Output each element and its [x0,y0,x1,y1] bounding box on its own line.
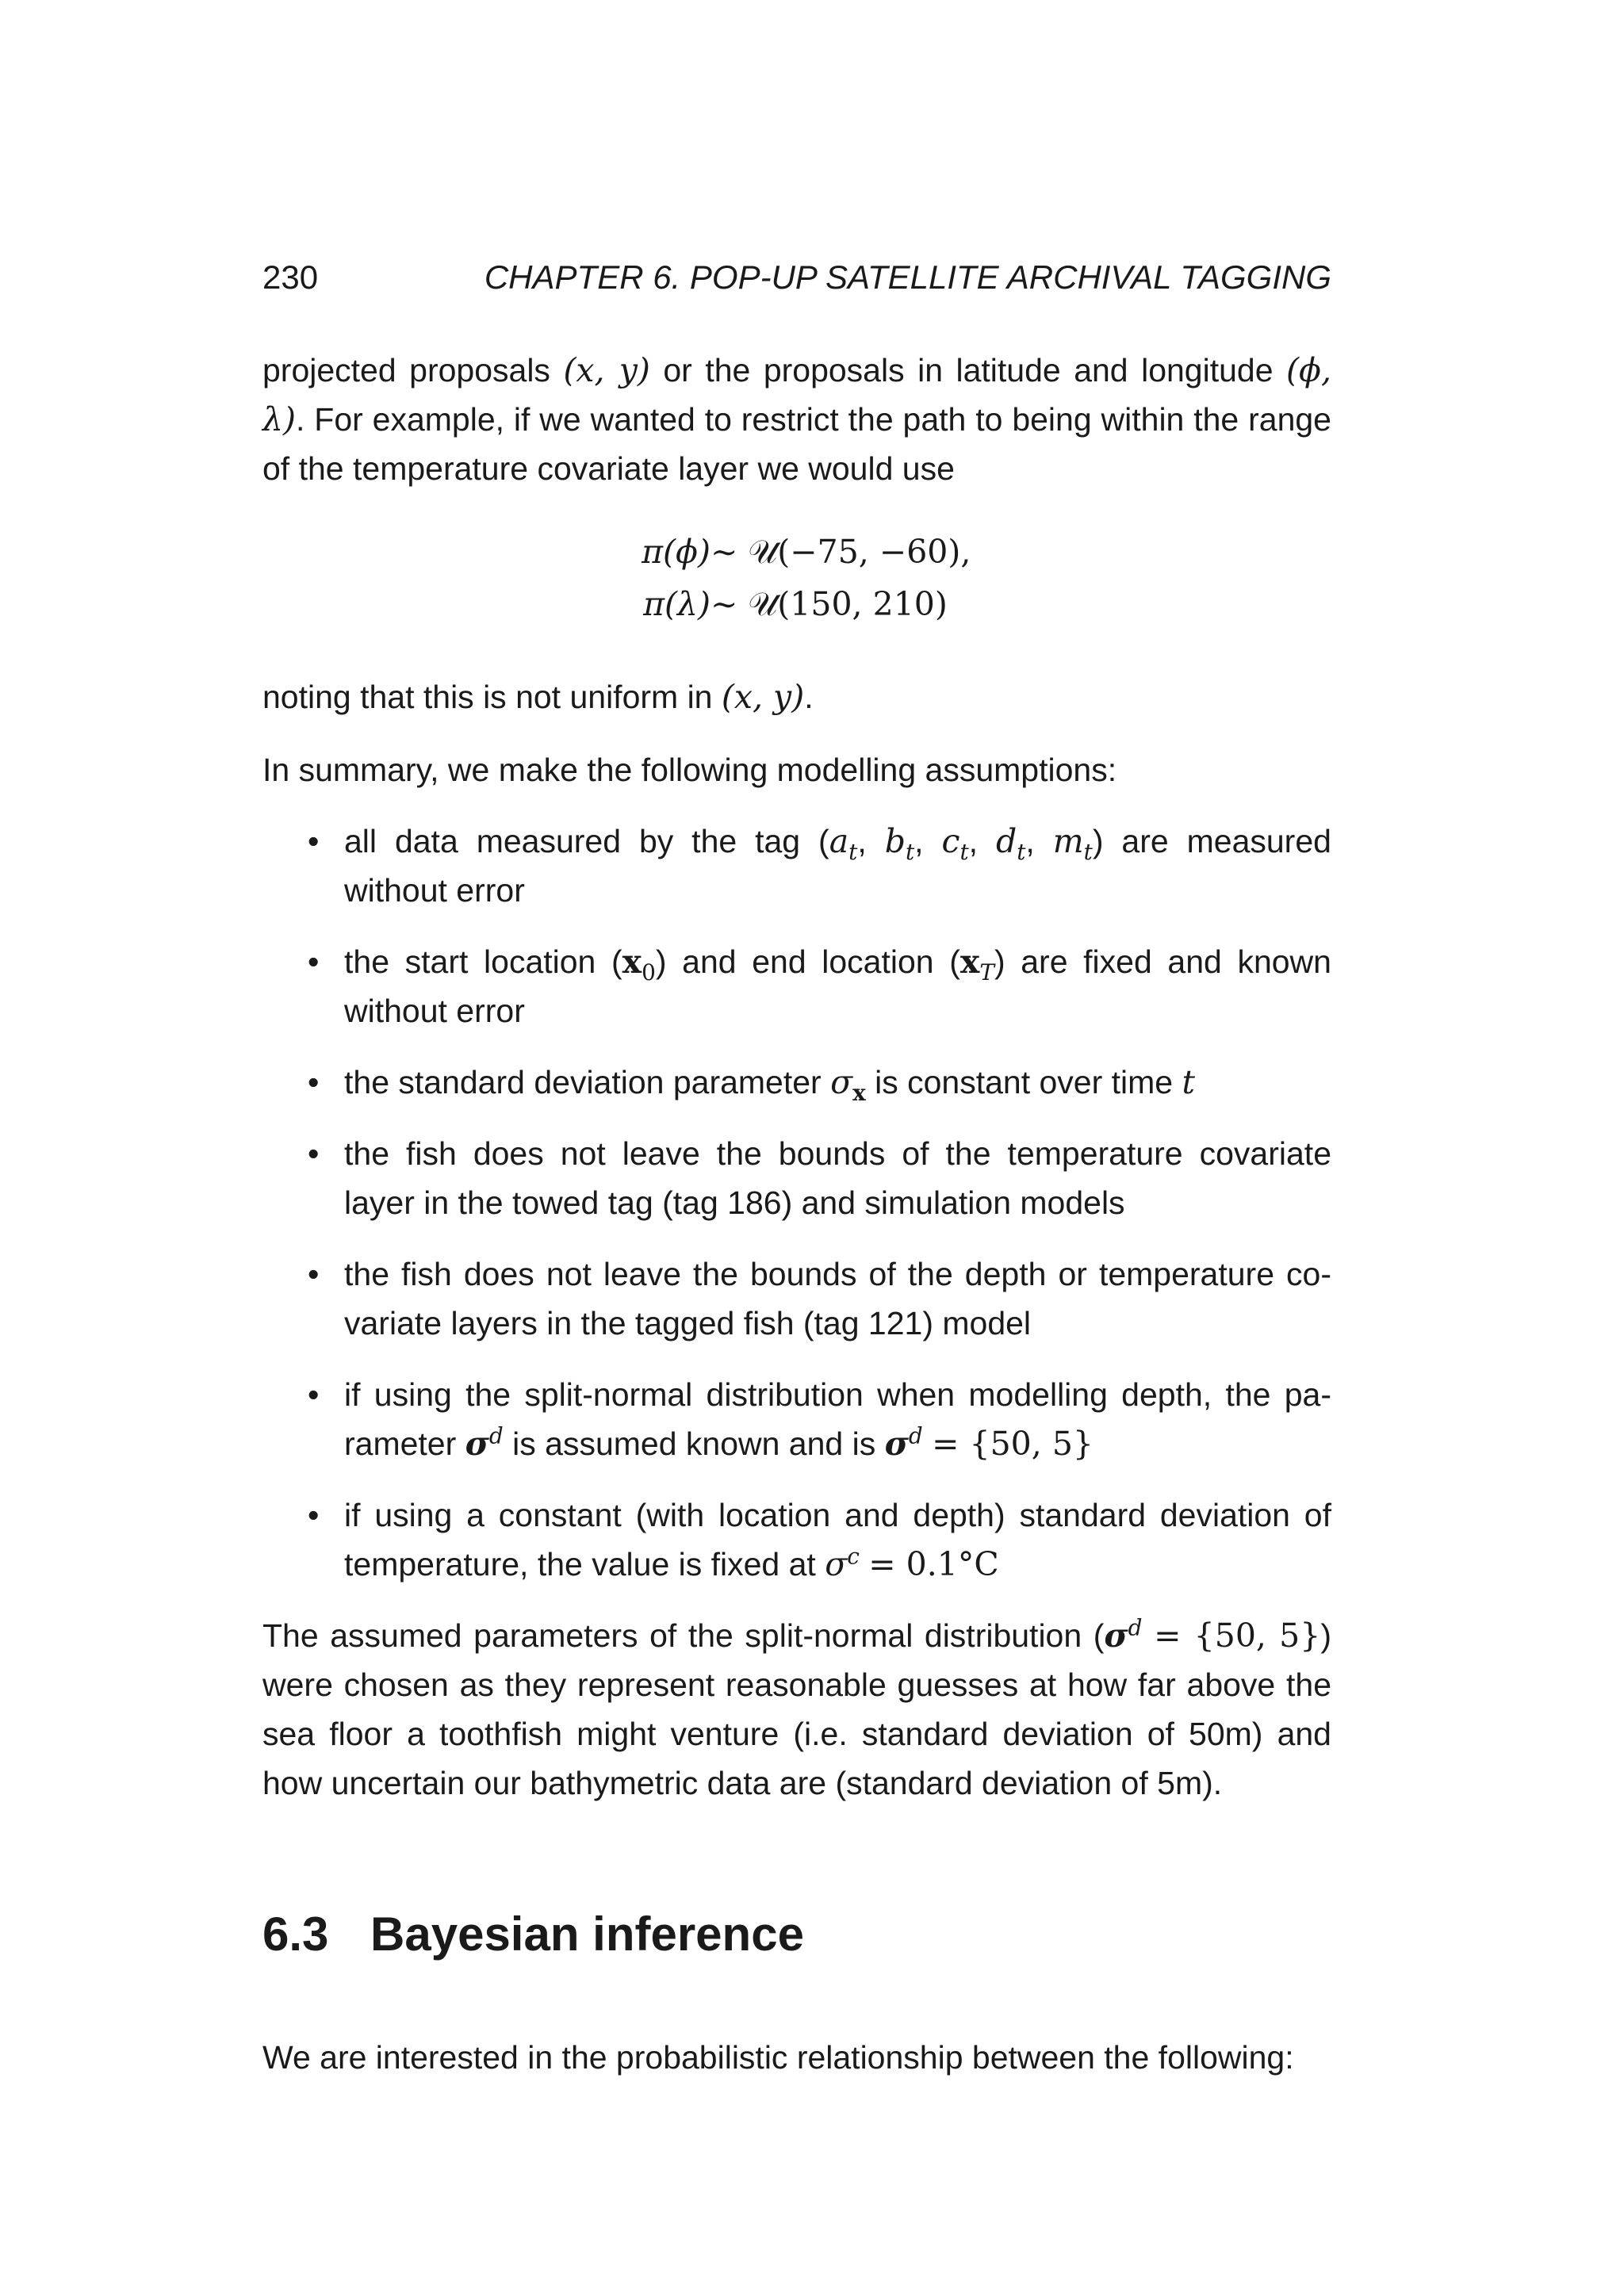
list-item [309,937,1331,1035]
text-run: . [804,679,814,715]
bullet-icon: • [308,1064,320,1100]
page-header [262,258,1331,306]
math-xy: (x, y) [721,678,805,716]
section-title: Bayesian inference [370,1908,804,1961]
paragraph-interest: We are interested in the probabilistic relationship between the following: [262,2039,1294,2076]
bullet-icon: • [308,1256,320,1292]
math-phi-lambda: (ϕ, λ) [262,351,1331,438]
list-item [309,1129,1331,1227]
text-run: The assumed parameters of the split-normal distribution ( [262,1617,1105,1654]
text-run: or the proposals in latitude and longitude [649,352,1287,388]
text-run: if using a constant (with location and depth) standard deviation of temperature, the value is fixed at [344,1497,1331,1582]
paragraph-projected-proposals [262,346,1331,493]
bullet-icon: • [308,1497,320,1533]
math-value: = {50, 5} [1154,1617,1321,1655]
section-number: 6.3 [262,1908,329,1961]
bullet-icon: • [308,1135,320,1172]
paragraph-assumed-parameters [262,1611,1331,1808]
text-run: ) are fixed and known without error [344,943,1331,1029]
math-x0: $x_0$ [622,943,656,986]
text-run: is assumed known and is [503,1425,885,1462]
section-heading [262,1903,1331,1966]
bullet-icon: • [308,823,320,859]
list-item [309,1249,1331,1348]
text-run: if using the split-normal distribution when modelling depth, the pa-rameter [344,1376,1331,1462]
text-run: ) are measured without error [344,823,1331,909]
text-run: For example, if we wanted to restrict the path to being within the range of [262,401,1331,487]
text-run: ) and end location ( [655,943,960,980]
page-number: 230 [262,258,319,296]
math-sigma-d: $\sigma^d$ [465,1422,504,1463]
text-run: the standard deviation parameter [344,1064,831,1100]
text-run: the fish does not leave the bounds of the depth or temperature co-variate layers in the tagged fish (tag 121) model [344,1256,1331,1341]
equation-lhs: π(λ) [643,585,710,623]
math-tag-variables: $a_t$ [829,822,858,866]
running-head: CHAPTER 6. POP-UP SATELLITE ARCHIVAL TAGGING [484,258,1331,296]
text-run: ) were chosen as they represent reasonable guesses at how far above the sea floor a toothfish might venture (i.e. standard deviation of 50m) and how uncertain our bathymetric data are (standard deviation of 5m). [262,1617,1331,1801]
text-run: the temperature covariate layer we would use [298,450,955,487]
text-run: all data measured by the tag ( [344,823,829,859]
list-item [309,1058,1331,1107]
text-run: the fish does not leave the bounds of the temperature covariate layer in the towed tag (tag 186) and simulation models [344,1135,1331,1221]
equation-rhs: ∼ 𝒰(150, 210) [710,585,948,623]
bullet-icon: • [308,943,320,980]
paragraph-summary: In summary, we make the following modelling assumptions: [262,752,1117,788]
math-sigma-c: $\sigma^c$ [825,1543,860,1583]
equation-lhs: π(ϕ) [642,533,710,571]
equation-rhs: ∼ 𝒰(−75, −60), [710,533,971,571]
math-sigma-x: $\sigma_x$ [830,1063,866,1107]
text-run: the start location ( [344,943,622,980]
list-item: • all data measured by the tag ($a_t$, $b_t$, $c_t$, $d_t$, $m_t$) are measured without error [309,817,1331,915]
math-xy: (x, y) [563,351,650,389]
math-sigma-d: $\sigma^d$ [1104,1614,1143,1655]
text-run: projected proposals [262,352,564,388]
math-t: t [1182,1063,1195,1101]
text-run: is constant over time [865,1064,1182,1100]
math-value: = {50, 5} [932,1425,1094,1463]
bullet-icon: • [308,1376,320,1413]
text-run: noting that this is not uniform in [262,679,722,715]
math-xT: $x_T$ [959,943,994,986]
list-item [309,1370,1331,1468]
text-run: . [295,401,305,438]
paragraph-not-uniform [262,672,1331,721]
list-item [309,1490,1331,1589]
math-sigma-d: $\sigma^d$ [884,1422,923,1463]
math-value: = 0.1°C [868,1545,999,1583]
